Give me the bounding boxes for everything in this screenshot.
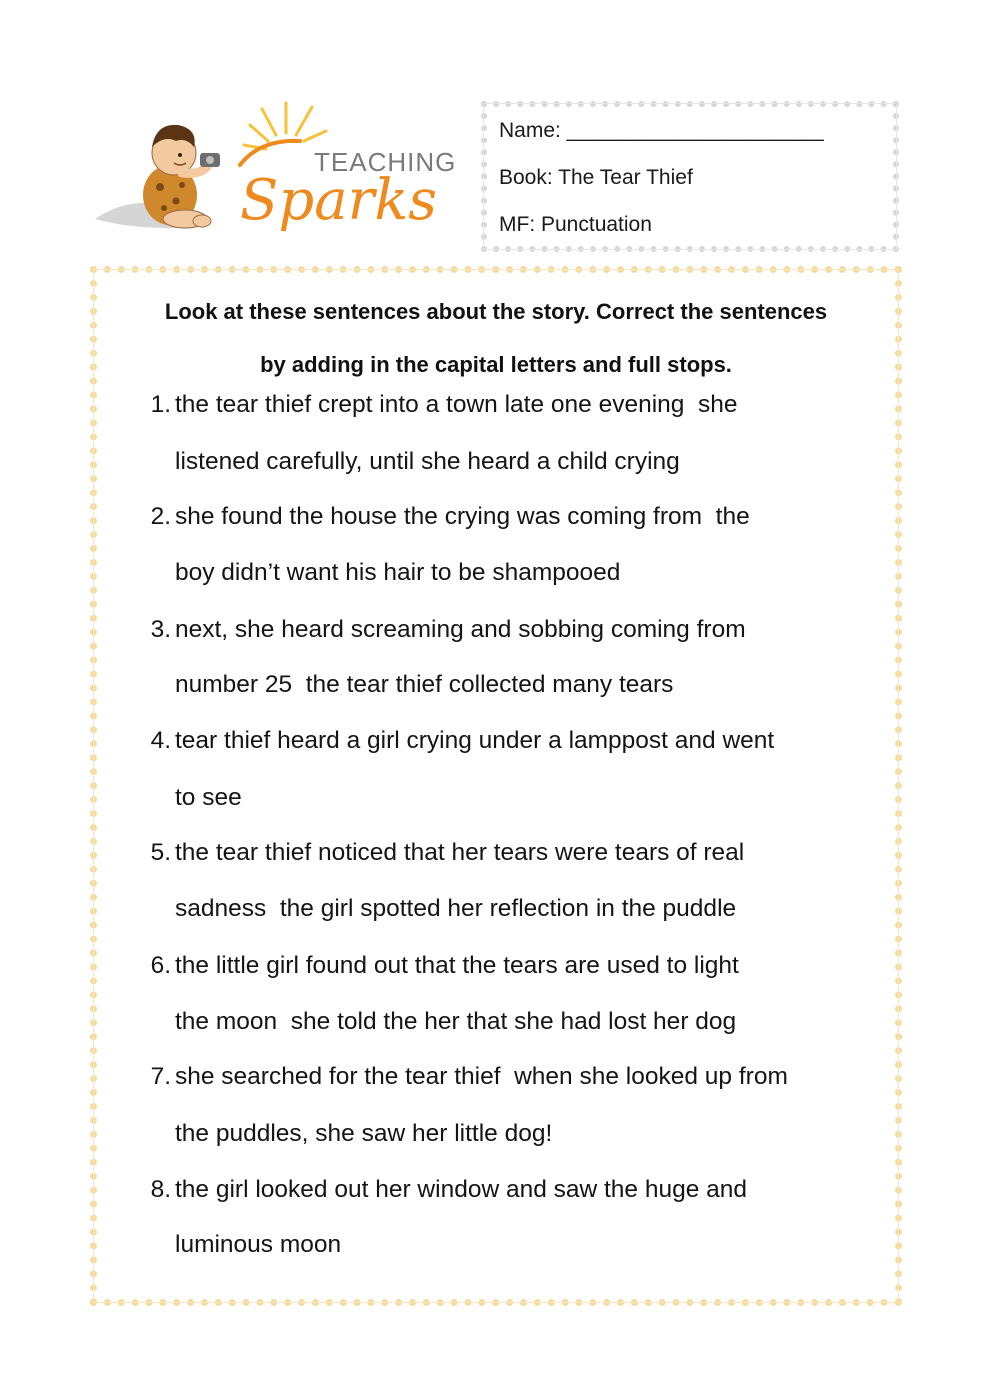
worksheet-box bbox=[90, 266, 902, 1306]
question-number: 7. bbox=[150, 1063, 171, 1090]
question-line: to see bbox=[175, 784, 242, 811]
instructions bbox=[97, 285, 895, 391]
question-line: boy didn’t want his hair to be shampooed bbox=[175, 559, 621, 586]
teaching-sparks-logo bbox=[90, 95, 470, 245]
question-line: the girl looked out her window and saw the huge and bbox=[175, 1176, 748, 1203]
question-line: the tear thief noticed that her tears were tears of real bbox=[175, 839, 745, 866]
question-number: 5. bbox=[150, 839, 171, 866]
book-title: Book: The Tear Thief bbox=[499, 166, 693, 189]
student-info-box bbox=[481, 101, 899, 252]
question-line: she searched for the tear thief when she looked up from bbox=[175, 1063, 788, 1090]
question-line: the little girl found out that the tears are used to light bbox=[175, 952, 739, 979]
brand-top-text: TEACHING bbox=[314, 147, 457, 177]
question-line: luminous moon bbox=[175, 1231, 342, 1258]
question-number: 4. bbox=[150, 727, 171, 754]
question-number: 8. bbox=[150, 1176, 171, 1203]
question-number: 2. bbox=[150, 503, 171, 530]
question-line: the puddles, she saw her little dog! bbox=[175, 1120, 553, 1147]
name-field[interactable]: Name: ______________________ bbox=[499, 119, 824, 142]
instructions-line-1: Look at these sentences about the story. Correct the sentences bbox=[164, 299, 828, 324]
brand-bottom-text: Sparks bbox=[240, 168, 438, 233]
question-line: next, she heard screaming and sobbing coming from bbox=[175, 616, 746, 643]
question-line: listened carefully, until she heard a child crying bbox=[175, 448, 680, 475]
question-line: the moon she told the her that she had lost her dog bbox=[175, 1008, 737, 1035]
question-line: the tear thief crept into a town late one evening she bbox=[175, 391, 738, 418]
instructions-line-2: by adding in the capital letters and full stops. bbox=[260, 352, 732, 377]
caveman-mascot-icon bbox=[90, 95, 470, 245]
question-number: 6. bbox=[150, 952, 171, 979]
question-line: number 25 the tear thief collected many tears bbox=[175, 671, 674, 698]
question-line: tear thief heard a girl crying under a lamppost and went bbox=[175, 727, 775, 754]
question-line: she found the house the crying was coming from the bbox=[175, 503, 750, 530]
question-number: 3. bbox=[150, 616, 171, 643]
question-line: sadness the girl spotted her reflection in the puddle bbox=[175, 895, 737, 922]
question-number: 1. bbox=[150, 391, 171, 418]
focus-label: MF: Punctuation bbox=[499, 213, 652, 236]
